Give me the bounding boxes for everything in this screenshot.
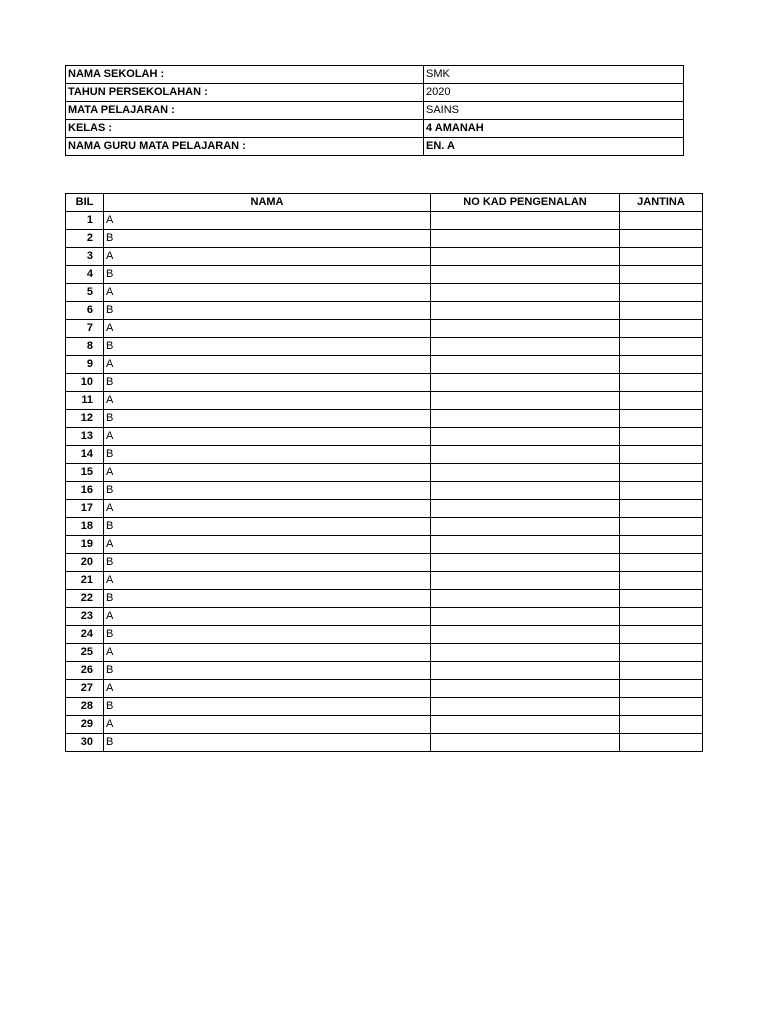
cell-bil: 17: [66, 500, 104, 518]
cell-nama[interactable]: A: [104, 428, 431, 446]
table-row: [66, 302, 703, 320]
cell-jantina[interactable]: [620, 554, 703, 572]
table-row: [66, 266, 703, 284]
cell-jantina[interactable]: [620, 482, 703, 500]
table-row: [66, 626, 703, 644]
info-label: NAMA SEKOLAH :: [66, 66, 424, 84]
cell-nama[interactable]: B: [104, 554, 431, 572]
cell-ic-number[interactable]: [431, 338, 620, 356]
info-label: MATA PELAJARAN :: [66, 102, 424, 120]
table-row: [66, 590, 703, 608]
cell-jantina[interactable]: [620, 428, 703, 446]
cell-nama[interactable]: A: [104, 320, 431, 338]
cell-jantina[interactable]: [620, 536, 703, 554]
info-value[interactable]: SAINS: [424, 102, 684, 120]
cell-ic-number[interactable]: [431, 266, 620, 284]
table-row: [66, 338, 703, 356]
info-label: NAMA GURU MATA PELAJARAN :: [66, 138, 424, 156]
cell-ic-number[interactable]: [431, 734, 620, 752]
cell-bil: 7: [66, 320, 104, 338]
table-row: [66, 392, 703, 410]
table-row: [66, 464, 703, 482]
cell-jantina[interactable]: [620, 464, 703, 482]
cell-jantina[interactable]: [620, 644, 703, 662]
header-bil: BIL: [66, 194, 104, 212]
cell-bil: 27: [66, 680, 104, 698]
cell-ic-number[interactable]: [431, 320, 620, 338]
cell-ic-number[interactable]: [431, 554, 620, 572]
cell-bil: 9: [66, 356, 104, 374]
table-row: [66, 554, 703, 572]
cell-ic-number[interactable]: [431, 518, 620, 536]
table-row: [66, 428, 703, 446]
cell-jantina[interactable]: [620, 716, 703, 734]
table-row: [66, 356, 703, 374]
cell-bil: 12: [66, 410, 104, 428]
table-row: [66, 716, 703, 734]
cell-nama[interactable]: B: [104, 626, 431, 644]
table-row: [66, 230, 703, 248]
cell-nama[interactable]: A: [104, 356, 431, 374]
table-row: [66, 518, 703, 536]
info-row: [66, 102, 684, 120]
cell-jantina[interactable]: [620, 266, 703, 284]
cell-jantina[interactable]: [620, 392, 703, 410]
cell-bil: 11: [66, 392, 104, 410]
cell-ic-number[interactable]: [431, 482, 620, 500]
info-label: TAHUN PERSEKOLAHAN :: [66, 84, 424, 102]
cell-nama[interactable]: A: [104, 572, 431, 590]
cell-bil: 15: [66, 464, 104, 482]
cell-bil: 2: [66, 230, 104, 248]
cell-ic-number[interactable]: [431, 392, 620, 410]
cell-nama[interactable]: A: [104, 212, 431, 230]
cell-jantina[interactable]: [620, 410, 703, 428]
table-row: [66, 374, 703, 392]
cell-ic-number[interactable]: [431, 212, 620, 230]
cell-jantina[interactable]: [620, 626, 703, 644]
table-row: [66, 320, 703, 338]
cell-nama[interactable]: A: [104, 716, 431, 734]
table-row: [66, 572, 703, 590]
header-nama: NAMA: [104, 194, 431, 212]
info-row: [66, 66, 684, 84]
cell-nama[interactable]: B: [104, 518, 431, 536]
table-row: [66, 536, 703, 554]
cell-bil: 5: [66, 284, 104, 302]
cell-nama[interactable]: B: [104, 662, 431, 680]
cell-bil: 23: [66, 608, 104, 626]
cell-ic-number[interactable]: [431, 410, 620, 428]
cell-ic-number[interactable]: [431, 428, 620, 446]
cell-ic-number[interactable]: [431, 716, 620, 734]
cell-nama[interactable]: A: [104, 284, 431, 302]
cell-bil: 20: [66, 554, 104, 572]
cell-ic-number[interactable]: [431, 284, 620, 302]
table-row: [66, 608, 703, 626]
cell-nama[interactable]: A: [104, 248, 431, 266]
table-row: [66, 212, 703, 230]
table-row: [66, 248, 703, 266]
school-info-body: [66, 66, 684, 156]
cell-ic-number[interactable]: [431, 698, 620, 716]
cell-jantina[interactable]: [620, 248, 703, 266]
cell-bil: 16: [66, 482, 104, 500]
header-jantina: JANTINA: [620, 194, 703, 212]
cell-ic-number[interactable]: [431, 590, 620, 608]
info-row: [66, 138, 684, 156]
cell-jantina[interactable]: [620, 320, 703, 338]
cell-jantina[interactable]: [620, 698, 703, 716]
cell-bil: 10: [66, 374, 104, 392]
cell-nama[interactable]: B: [104, 482, 431, 500]
cell-bil: 14: [66, 446, 104, 464]
table-row: [66, 446, 703, 464]
cell-nama[interactable]: B: [104, 410, 431, 428]
cell-bil: 29: [66, 716, 104, 734]
cell-ic-number[interactable]: [431, 464, 620, 482]
cell-bil: 13: [66, 428, 104, 446]
cell-ic-number[interactable]: [431, 248, 620, 266]
cell-ic-number[interactable]: [431, 644, 620, 662]
cell-jantina[interactable]: [620, 230, 703, 248]
cell-jantina[interactable]: [620, 680, 703, 698]
cell-nama[interactable]: A: [104, 680, 431, 698]
student-list-table: [65, 193, 703, 752]
cell-ic-number[interactable]: [431, 356, 620, 374]
cell-jantina[interactable]: [620, 518, 703, 536]
cell-jantina[interactable]: [620, 446, 703, 464]
table-row: [66, 410, 703, 428]
cell-nama[interactable]: B: [104, 230, 431, 248]
cell-jantina[interactable]: [620, 608, 703, 626]
cell-ic-number[interactable]: [431, 374, 620, 392]
school-info-table: [65, 65, 684, 156]
cell-nama[interactable]: A: [104, 644, 431, 662]
cell-ic-number[interactable]: [431, 230, 620, 248]
table-row: [66, 284, 703, 302]
cell-bil: 22: [66, 590, 104, 608]
cell-ic-number[interactable]: [431, 608, 620, 626]
cell-jantina[interactable]: [620, 734, 703, 752]
cell-bil: 4: [66, 266, 104, 284]
cell-jantina[interactable]: [620, 374, 703, 392]
cell-nama[interactable]: B: [104, 374, 431, 392]
cell-nama[interactable]: B: [104, 338, 431, 356]
cell-jantina[interactable]: [620, 662, 703, 680]
cell-jantina[interactable]: [620, 500, 703, 518]
cell-jantina[interactable]: [620, 338, 703, 356]
cell-bil: 3: [66, 248, 104, 266]
info-value[interactable]: SMK: [424, 66, 684, 84]
cell-bil: 25: [66, 644, 104, 662]
cell-jantina[interactable]: [620, 284, 703, 302]
table-row: [66, 644, 703, 662]
cell-bil: 19: [66, 536, 104, 554]
student-table-header: [66, 194, 703, 212]
info-value[interactable]: 2020: [424, 84, 684, 102]
cell-bil: 1: [66, 212, 104, 230]
table-row: [66, 662, 703, 680]
cell-bil: 28: [66, 698, 104, 716]
table-row: [66, 680, 703, 698]
cell-jantina[interactable]: [620, 356, 703, 374]
info-label: KELAS :: [66, 120, 424, 138]
cell-bil: 18: [66, 518, 104, 536]
cell-ic-number[interactable]: [431, 536, 620, 554]
table-row: [66, 698, 703, 716]
info-row: [66, 120, 684, 138]
cell-bil: 6: [66, 302, 104, 320]
cell-ic-number[interactable]: [431, 680, 620, 698]
header-row: [66, 194, 703, 212]
cell-ic-number[interactable]: [431, 662, 620, 680]
cell-nama[interactable]: B: [104, 590, 431, 608]
table-row: [66, 500, 703, 518]
cell-nama[interactable]: B: [104, 698, 431, 716]
cell-jantina[interactable]: [620, 572, 703, 590]
header-ic-number: NO KAD PENGENALAN: [431, 194, 620, 212]
cell-nama[interactable]: B: [104, 446, 431, 464]
cell-nama[interactable]: A: [104, 536, 431, 554]
cell-nama[interactable]: A: [104, 608, 431, 626]
cell-bil: 21: [66, 572, 104, 590]
cell-ic-number[interactable]: [431, 626, 620, 644]
cell-ic-number[interactable]: [431, 302, 620, 320]
cell-ic-number[interactable]: [431, 500, 620, 518]
table-row: [66, 734, 703, 752]
cell-ic-number[interactable]: [431, 446, 620, 464]
cell-jantina[interactable]: [620, 212, 703, 230]
cell-bil: 8: [66, 338, 104, 356]
student-table-body: [66, 212, 703, 752]
cell-nama[interactable]: A: [104, 464, 431, 482]
cell-ic-number[interactable]: [431, 572, 620, 590]
cell-jantina[interactable]: [620, 590, 703, 608]
cell-nama[interactable]: B: [104, 302, 431, 320]
cell-bil: 24: [66, 626, 104, 644]
info-row: [66, 84, 684, 102]
cell-jantina[interactable]: [620, 302, 703, 320]
table-row: [66, 482, 703, 500]
cell-bil: 30: [66, 734, 104, 752]
cell-nama[interactable]: A: [104, 500, 431, 518]
cell-nama[interactable]: B: [104, 734, 431, 752]
cell-nama[interactable]: B: [104, 266, 431, 284]
cell-nama[interactable]: A: [104, 392, 431, 410]
cell-bil: 26: [66, 662, 104, 680]
info-value[interactable]: EN. A: [424, 138, 684, 156]
info-value[interactable]: 4 AMANAH: [424, 120, 684, 138]
